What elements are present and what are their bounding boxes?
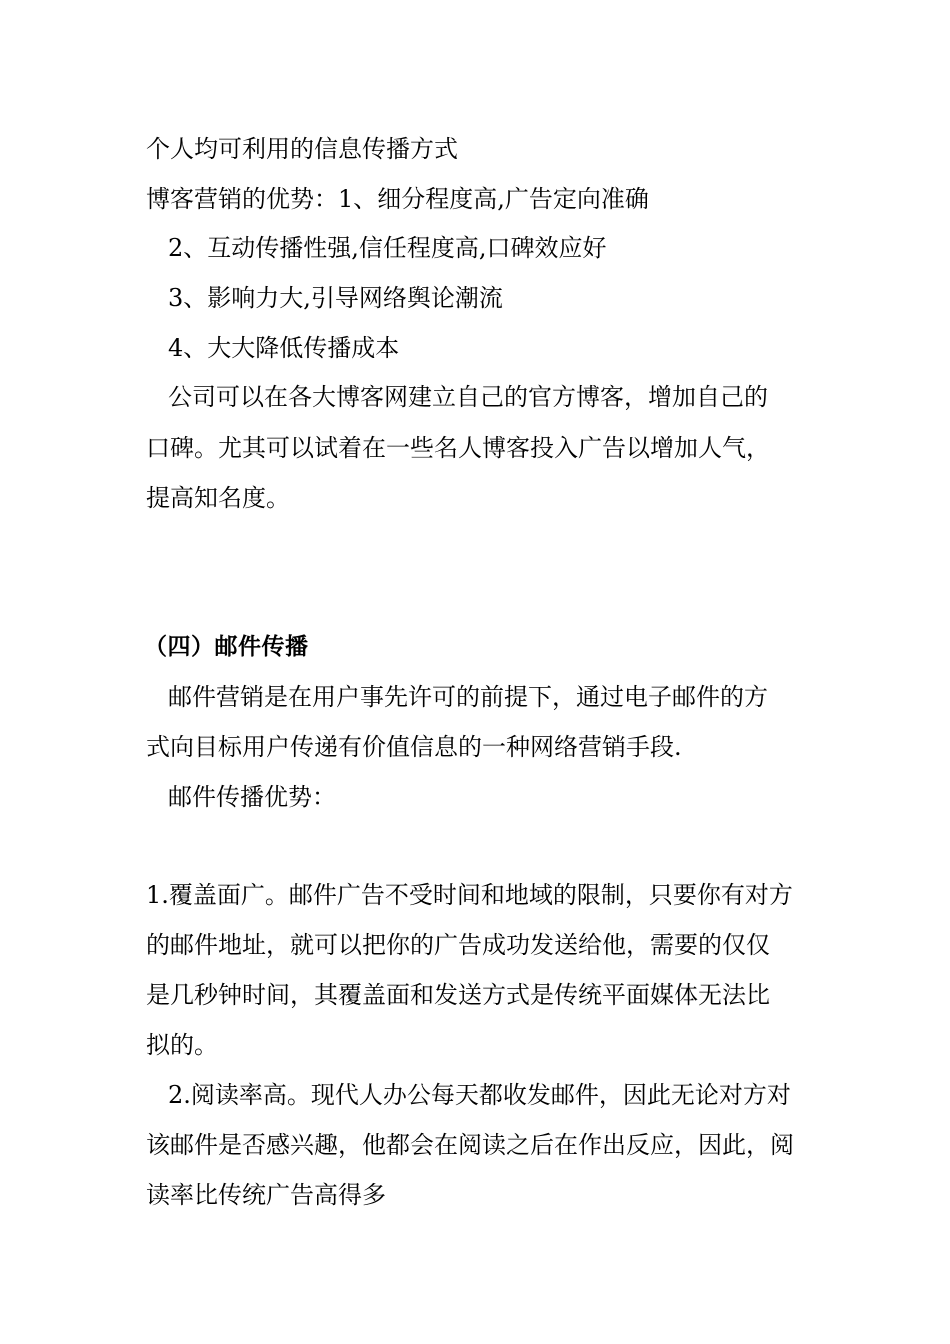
blog-paragraph-line-1: 公司可以在各大博客网建立自己的官方博客，增加自己的 bbox=[168, 383, 768, 411]
email-point-2-line-2: 该邮件是否感兴趣，他都会在阅读之后在作出反应，因此，阅 bbox=[146, 1131, 794, 1159]
email-definition-line-1: 邮件营销是在用户事先许可的前提下，通过电子邮件的方 bbox=[168, 683, 768, 711]
email-point-1-line-3: 是几秒钟时间，其覆盖面和发送方式是传统平面媒体无法比 bbox=[146, 981, 770, 1009]
blog-advantage-4: 4、大大降低传播成本 bbox=[168, 334, 400, 362]
blog-advantage-1: 博客营销的优势：1、细分程度高,广告定向准确 bbox=[146, 185, 649, 213]
blog-advantage-3: 3、影响力大,引导网络舆论潮流 bbox=[168, 284, 503, 312]
blog-paragraph-line-2: 口碑。尤其可以试着在一些名人博客投入广告以增加人气， bbox=[146, 434, 770, 462]
email-point-1-line-2: 的邮件地址，就可以把你的广告成功发送给他，需要的仅仅 bbox=[146, 931, 770, 959]
email-advantages-title: 邮件传播优势： bbox=[168, 783, 336, 811]
email-point-2-line-1: 2.阅读率高。现代人办公每天都收发邮件，因此无论对方对 bbox=[168, 1081, 791, 1109]
email-section-heading: （四）邮件传播 bbox=[144, 634, 309, 660]
email-point-2-line-3: 读率比传统广告高得多 bbox=[146, 1181, 386, 1209]
blog-advantage-2: 2、互动传播性强,信任程度高,口碑效应好 bbox=[168, 234, 607, 262]
blog-intro-line: 个人均可利用的信息传播方式 bbox=[146, 135, 458, 163]
email-definition-line-2: 式向目标用户传递有价值信息的一种网络营销手段. bbox=[146, 733, 682, 761]
email-point-1-line-4: 拟的。 bbox=[146, 1031, 218, 1059]
blog-paragraph-line-3: 提高知名度。 bbox=[146, 484, 290, 512]
email-point-1-line-1: 1.覆盖面广。邮件广告不受时间和地域的限制，只要你有对方 bbox=[146, 881, 793, 909]
